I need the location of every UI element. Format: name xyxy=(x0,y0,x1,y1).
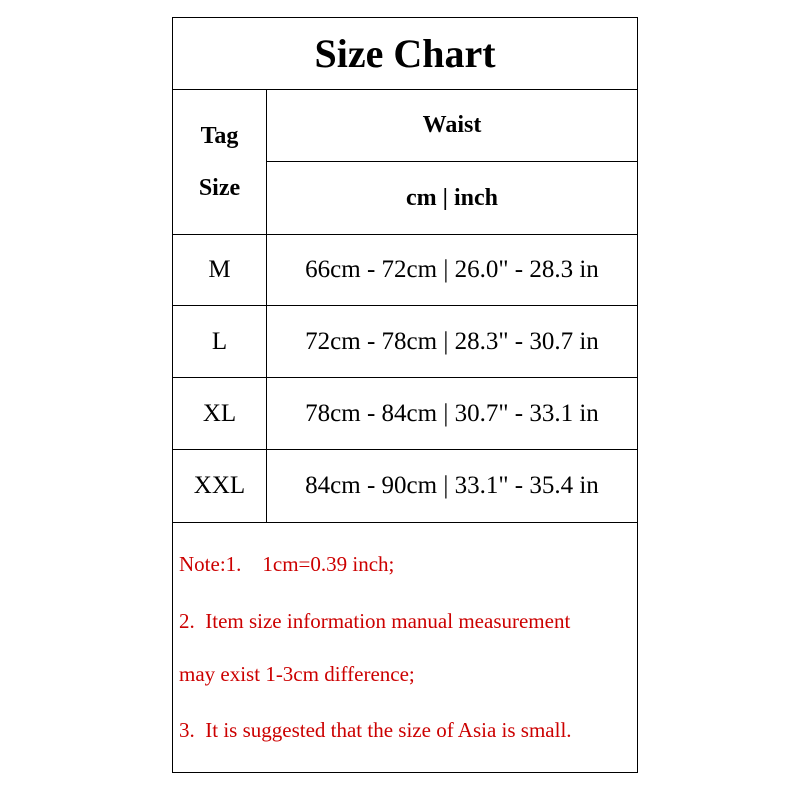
waist-cell: 84cm - 90cm | 33.1" - 35.4 in xyxy=(305,472,599,499)
tag-header-line2: Size xyxy=(198,175,241,201)
waist-cell: 78cm - 84cm | 30.7" - 33.1 in xyxy=(305,399,599,427)
divider xyxy=(173,522,637,523)
waist-cell: 72cm - 78cm | 28.3" - 30.7 in xyxy=(305,327,599,355)
note-line-2: 2. Item size information manual measurement xyxy=(179,609,571,633)
size-cell: XXL xyxy=(193,472,246,499)
waist-header: Waist xyxy=(422,112,482,138)
tag-header-line1: Tag xyxy=(200,123,239,149)
waist-cell: 66cm - 72cm | 26.0" - 28.3 in xyxy=(305,256,599,283)
size-cell: XL xyxy=(202,399,237,427)
tag-size-header xyxy=(173,90,266,234)
size-cell: L xyxy=(211,327,228,355)
note-line-3: may exist 1-3cm difference; xyxy=(179,662,415,686)
chart-title: Size Chart xyxy=(314,31,496,76)
units-header: cm | inch xyxy=(406,184,498,211)
note-line-4: 3. It is suggested that the size of Asia is small. xyxy=(179,718,572,742)
note-line-1: Note:1. 1cm=0.39 inch; xyxy=(179,552,395,576)
size-chart xyxy=(172,17,638,773)
size-cell: M xyxy=(208,256,231,283)
